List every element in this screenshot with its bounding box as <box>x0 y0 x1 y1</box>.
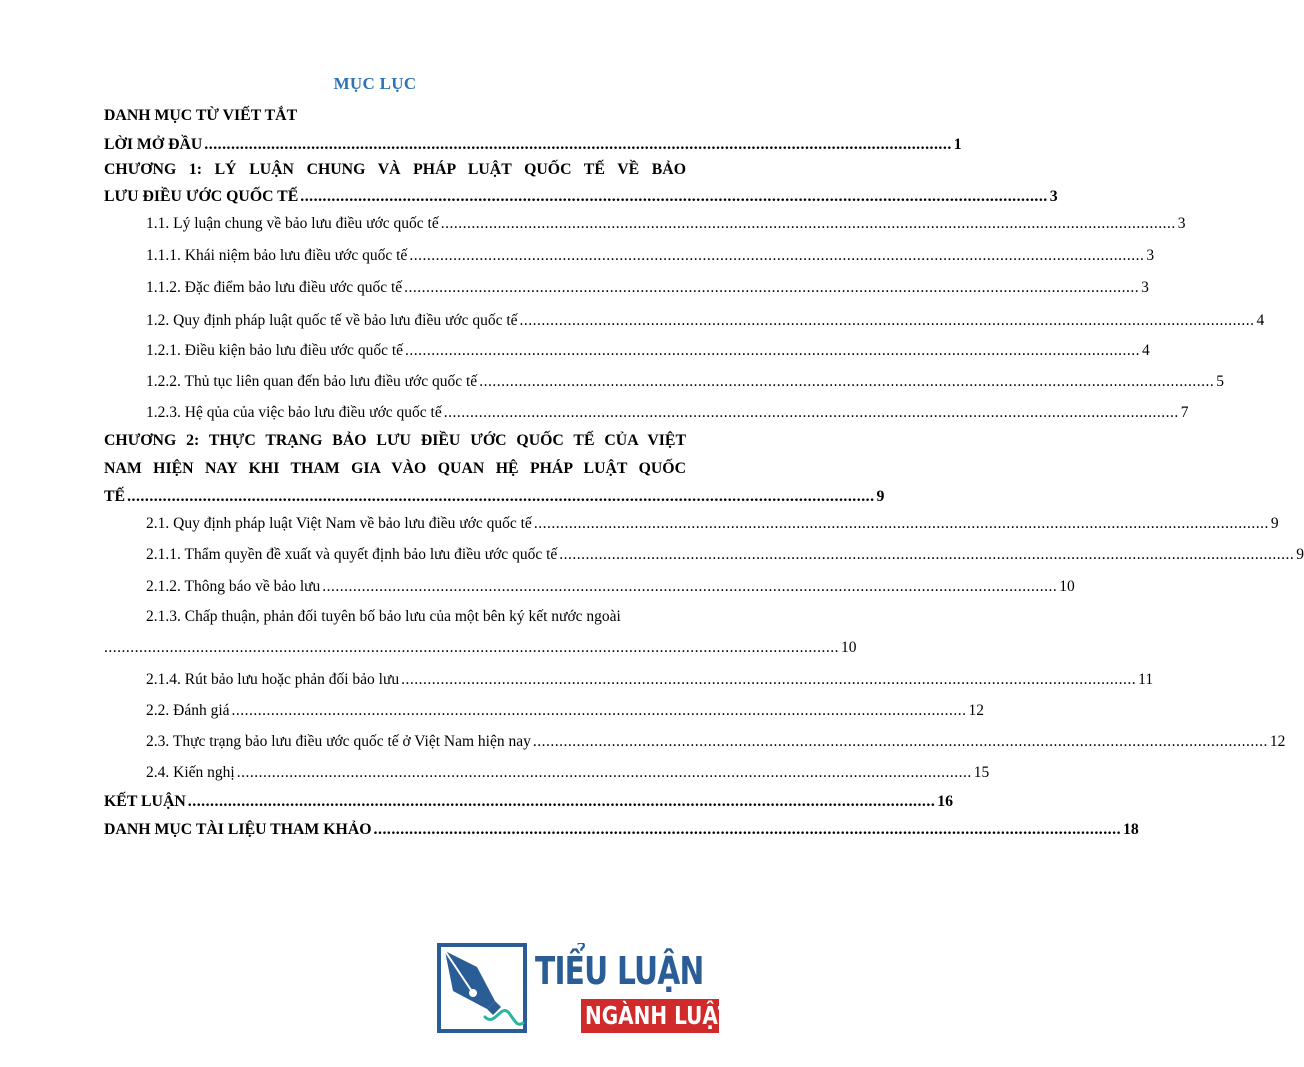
toc-entry-text: 1.2.2. Thủ tục liên quan đến bảo lưu điều ước quốc tế <box>146 373 478 390</box>
toc-page-number: 4 <box>1142 342 1150 359</box>
toc-entry-2-1[interactable] <box>146 514 1279 534</box>
dot-leader: ........................................................................................................................................................................ <box>322 578 1058 595</box>
toc-page-number: 3 <box>1177 215 1186 232</box>
dot-leader: ........................................................................................................................................................................ <box>440 215 1176 232</box>
toc-entry-introduction[interactable] <box>104 135 962 155</box>
toc-page-number: 15 <box>973 764 990 781</box>
toc-entry-text: LỜI MỞ ĐẦU <box>104 136 203 153</box>
toc-page-number: 9 <box>1270 515 1279 532</box>
toc-entry-text: 1.2.1. Điều kiện bảo lưu điều ước quốc tế <box>146 342 404 359</box>
toc-entry-2-1-2[interactable] <box>146 577 1075 597</box>
toc-page-number: 5 <box>1216 373 1224 390</box>
toc-entry-chapter-1[interactable] <box>104 187 1058 207</box>
toc-page-number: 1 <box>953 136 962 153</box>
dot-leader: ........................................................................................................................................................................ <box>559 546 1295 563</box>
logo-line-1: TIỂU LUẬN <box>535 949 704 993</box>
dot-leader: ........................................................................................................................................................................ <box>479 373 1215 390</box>
toc-entry-text: 2.1.2. Thông báo về bảo lưu <box>146 578 321 595</box>
toc-entry-text: LƯU ĐIỀU ƯỚC QUỐC TẾ <box>104 188 299 205</box>
toc-page-number: 10 <box>841 639 857 656</box>
toc-entry-1-2[interactable] <box>146 311 1265 331</box>
toc-entry-2-1-3[interactable] <box>104 638 857 658</box>
dot-leader: ........................................................................................................................................................................ <box>409 247 1145 264</box>
toc-entry-text: 2.1.4. Rút bảo lưu hoặc phản đối bảo lưu <box>146 671 400 688</box>
dot-leader: ........................................................................................................................................................................ <box>127 488 875 505</box>
toc-entry-2-1-4[interactable] <box>146 670 1154 690</box>
toc-page-number: 11 <box>1138 671 1154 688</box>
toc-entry-2-3[interactable] <box>146 732 1286 752</box>
toc-page-number: 18 <box>1123 821 1139 838</box>
toc-page-number: 3 <box>1146 247 1155 264</box>
toc-entry-chapter-2-line-1[interactable]: CHƯƠNG 2: THỰC TRẠNG BẢO LƯU ĐIỀU ƯỚC QUỐC TẾ CỦA VIỆT <box>104 432 686 449</box>
toc-entry-1-2-3[interactable] <box>146 403 1189 423</box>
toc-entry-text: DANH MỤC TÀI LIỆU THAM KHẢO <box>104 821 372 838</box>
toc-page-number: 9 <box>876 488 885 505</box>
dot-leader: ........................................................................................................................................................................ <box>300 188 1048 205</box>
toc-page-number: 10 <box>1059 578 1075 595</box>
toc-entry-1-1[interactable] <box>146 214 1186 234</box>
toc-entry-1-1-1[interactable] <box>146 246 1155 266</box>
toc-entry-text: 2.1. Quy định pháp luật Việt Nam về bảo lưu điều ước quốc tế <box>146 515 532 532</box>
toc-entry-chapter-1-line-1[interactable]: CHƯƠNG 1: LÝ LUẬN CHUNG VÀ PHÁP LUẬT QUỐC TẾ VỀ BẢO <box>104 161 686 178</box>
dot-leader: ........................................................................................................................................................................ <box>401 671 1137 688</box>
dot-leader: ........................................................................................................................................................................ <box>104 639 839 656</box>
toc-entry-text: 2.3. Thực trạng bảo lưu điều ước quốc tế ở Việt Nam hiện nay <box>146 733 531 750</box>
toc-entry-conclusion[interactable] <box>104 792 954 812</box>
toc-entry-chapter-2-line-2[interactable]: NAM HIỆN NAY KHI THAM GIA VÀO QUAN HỆ PHÁP LUẬT QUỐC <box>104 460 686 477</box>
toc-entry-text: DANH MỤC TỪ VIẾT TẮT <box>104 107 298 124</box>
toc-entry-text: 1.2.3. Hệ qủa của việc bảo lưu điều ước quốc tế <box>146 404 442 421</box>
toc-page-number: 7 <box>1180 404 1189 421</box>
dot-leader: ........................................................................................................................................................................ <box>231 702 967 719</box>
toc-entry-1-2-2[interactable] <box>146 372 1224 392</box>
dot-leader: ........................................................................................................................................................................ <box>373 821 1122 838</box>
dot-leader: ........................................................................................................................................................................ <box>187 793 936 810</box>
toc-entry-2-1-1[interactable] <box>146 545 1304 565</box>
dot-leader: ........................................................................................................................................................................ <box>236 764 972 781</box>
toc-page-number: 3 <box>1049 188 1058 205</box>
toc-entry-text: 2.4. Kiến nghị <box>146 764 235 781</box>
toc-entry-text: 2.1.1. Thẩm quyền đề xuất và quyết định bảo lưu điều ước quốc tế <box>146 546 558 563</box>
toc-page-number: 16 <box>937 793 954 810</box>
toc-entry-text: 1.1. Lý luận chung về bảo lưu điều ước quốc tế <box>146 215 439 232</box>
dot-leader: ........................................................................................................................................................................ <box>533 515 1269 532</box>
toc-page-number: 12 <box>968 702 985 719</box>
toc-entry-1-2-1[interactable] <box>146 341 1150 361</box>
toc-page-number: 3 <box>1141 279 1149 296</box>
toc-entry-text: 2.2. Đánh giá <box>146 702 230 719</box>
toc-entry-text: TẾ <box>104 488 126 505</box>
logo-line-2: NGÀNH LUẬT <box>585 1001 732 1030</box>
dot-leader: ........................................................................................................................................................................ <box>519 312 1255 329</box>
toc-entry-text: 2.1.3. Chấp thuận, phản đối tuyên bố bảo lưu của một bên ký kết nước ngoài <box>146 608 621 625</box>
toc-title: MỤC LỤC <box>333 74 417 93</box>
toc-entry-references[interactable] <box>104 820 1139 840</box>
toc-page-number: 4 <box>1256 312 1265 329</box>
toc-entry-text: 1.1.2. Đặc điểm bảo lưu điều ước quốc tế <box>146 279 403 296</box>
toc-entry-text: 1.1.1. Khái niệm bảo lưu điều ước quốc tế <box>146 247 408 264</box>
dot-leader: ........................................................................................................................................................................ <box>443 404 1179 421</box>
toc-entry-2-4[interactable] <box>146 763 990 783</box>
toc-entry-text: 1.2. Quy định pháp luật quốc tế về bảo lưu điều ước quốc tế <box>146 312 518 329</box>
dot-leader: ........................................................................................................................................................................ <box>204 136 952 153</box>
toc-page-number: 12 <box>1269 733 1286 750</box>
toc-entry-2-1-3-line-1[interactable] <box>146 607 686 627</box>
dot-leader: ........................................................................................................................................................................ <box>404 279 1140 296</box>
pen-nib-icon <box>445 951 501 1015</box>
toc-page-number: 9 <box>1296 546 1304 563</box>
dot-leader: ........................................................................................................................................................................ <box>405 342 1141 359</box>
toc-entry-text: KẾT LUẬN <box>104 793 186 810</box>
toc-entry-2-2[interactable] <box>146 701 985 721</box>
toc-entry-chapter-2[interactable] <box>104 487 885 507</box>
toc-entry-1-1-2[interactable] <box>146 278 1149 298</box>
dot-leader: ........................................................................................................................................................................ <box>532 733 1268 750</box>
toc-entry-abbreviations[interactable] <box>104 106 686 126</box>
tieu-luan-nganh-luat-logo <box>437 943 732 1038</box>
